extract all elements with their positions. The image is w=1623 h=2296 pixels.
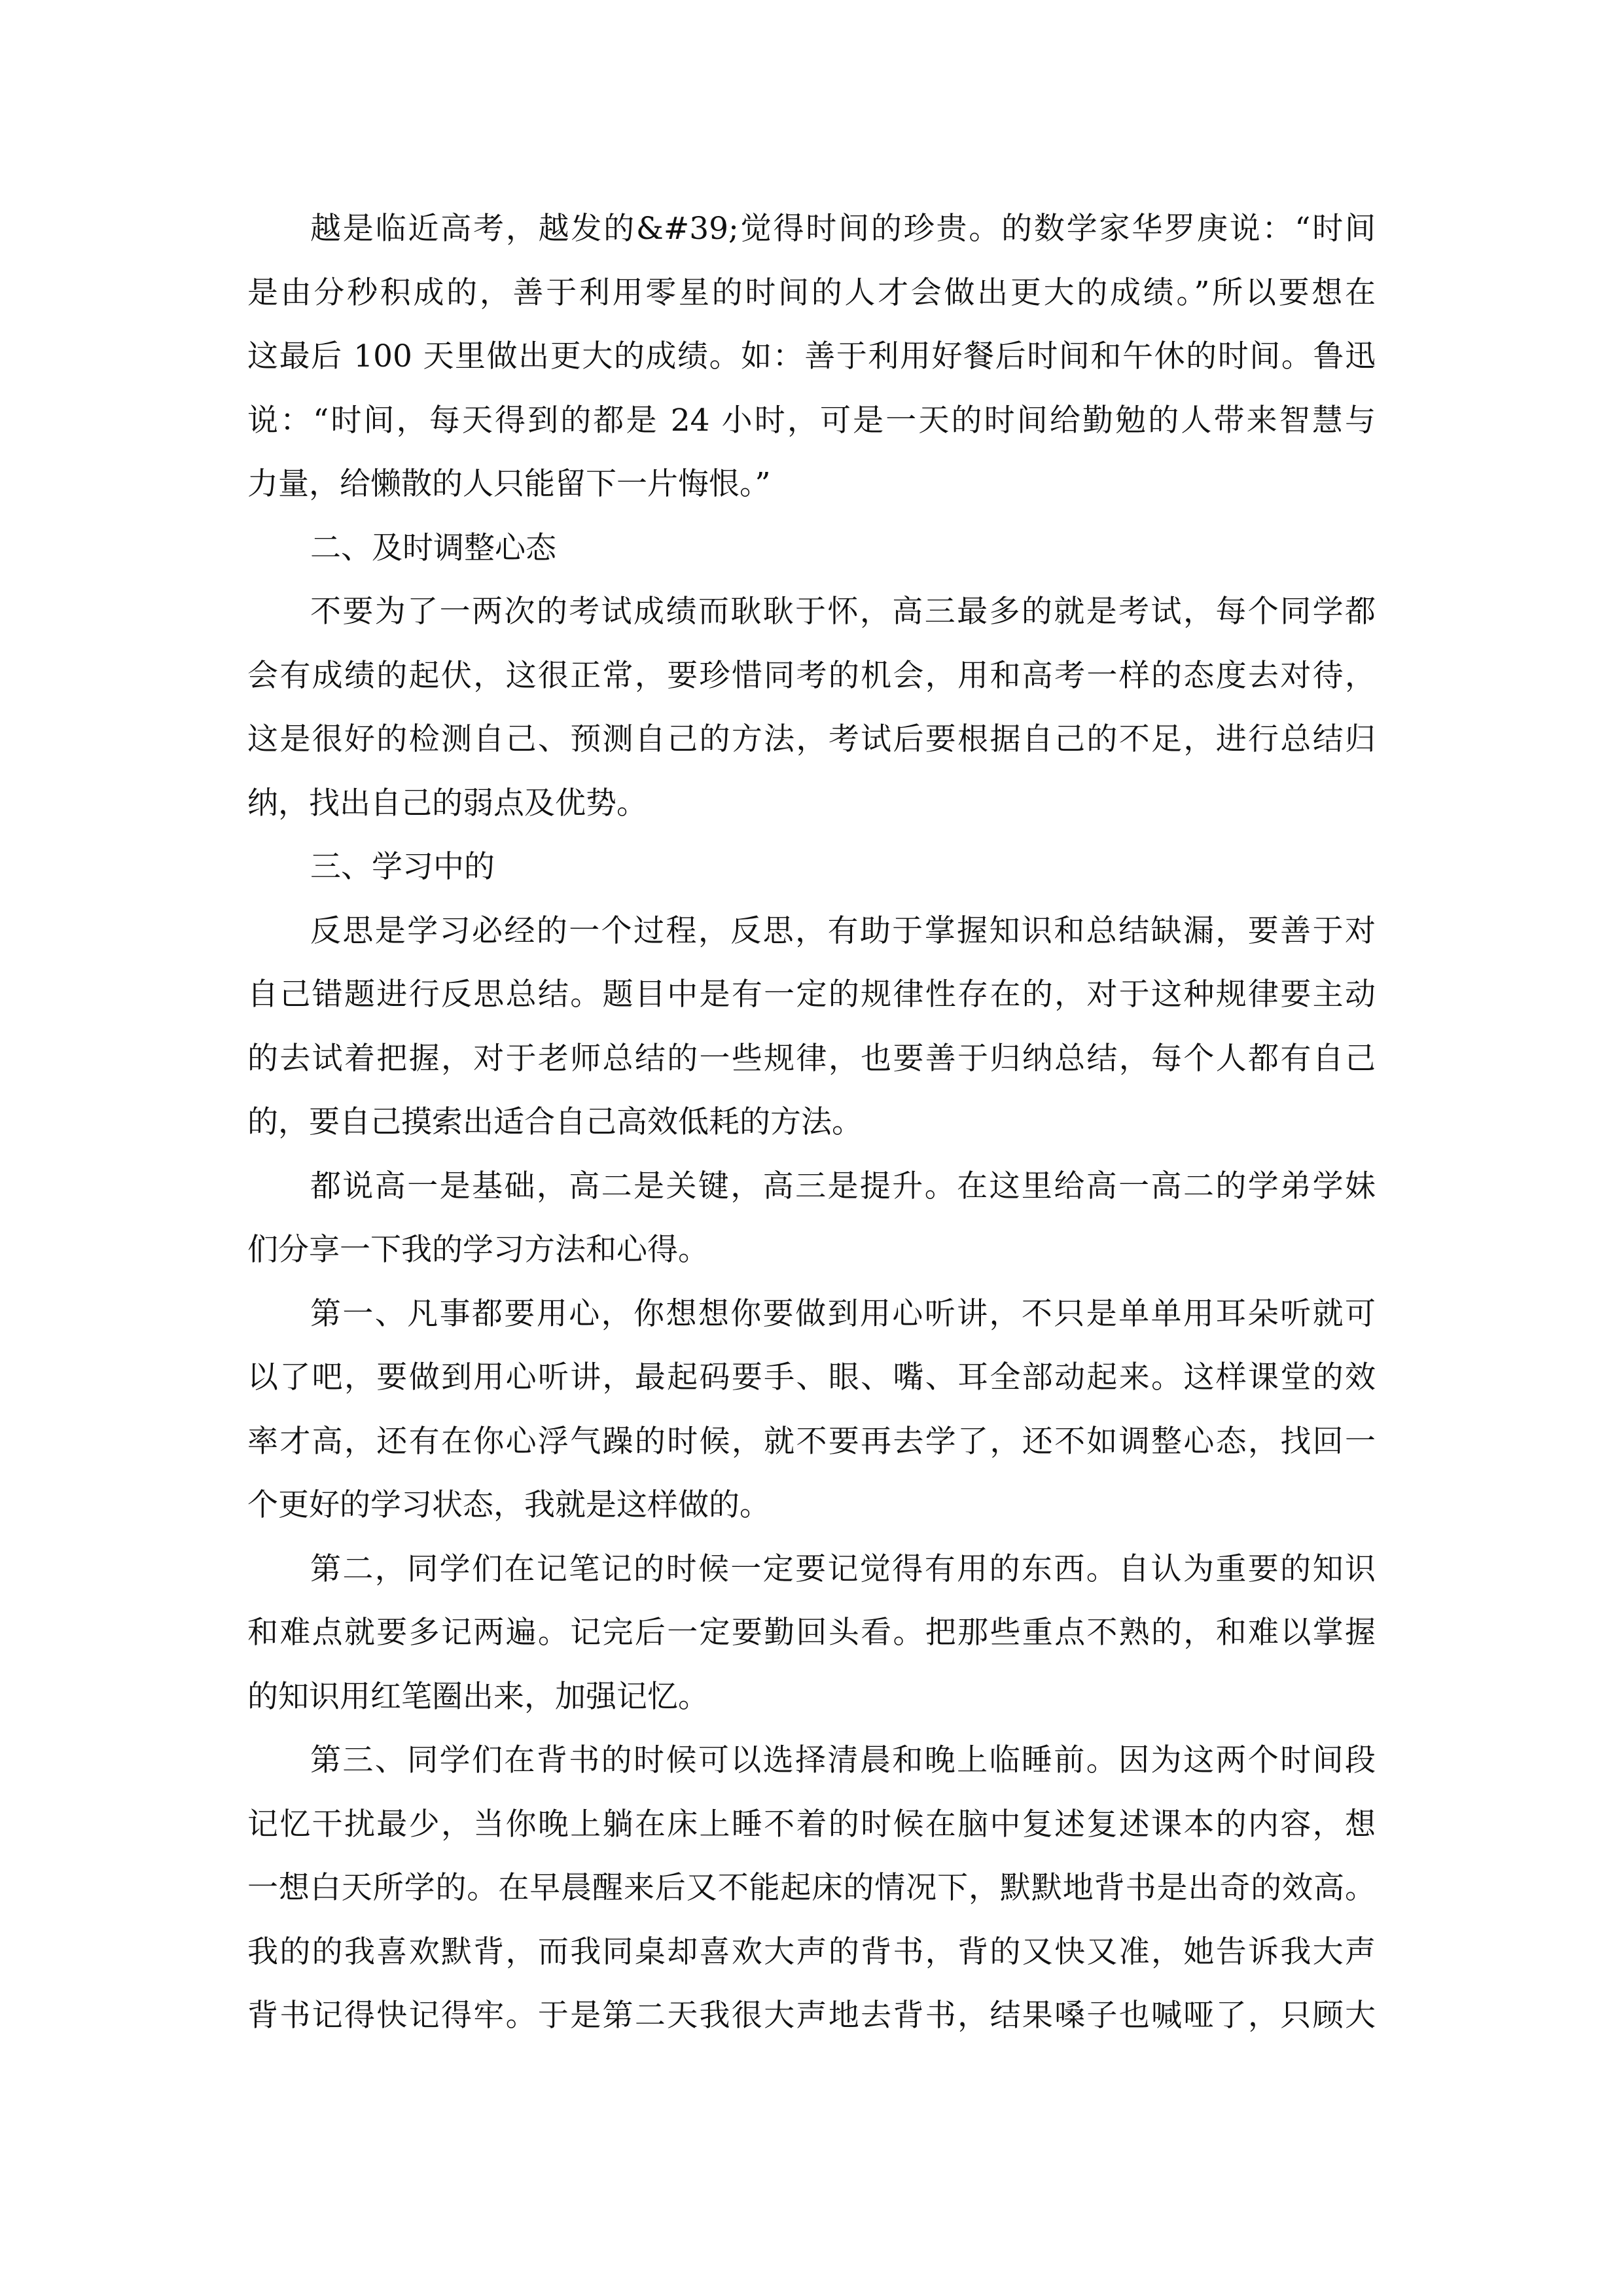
section-heading-learning	[247, 835, 1376, 899]
text-line: 说：“时间，每天得到的都是 24 小时，可是一天的时间给勤勉的人带来智慧与	[247, 402, 1376, 439]
text-line: 反思是学习必经的一个过程，反思，有助于掌握知识和总结缺漏，要善于对	[310, 912, 1376, 949]
heading-text: 三、学习中的	[310, 849, 495, 885]
text-line: 第三、同学们在背书的时候可以选择清晨和晚上临睡前。因为这两个时间段	[310, 1742, 1376, 1778]
text-line: 力量，给懒散的人只能留下一片悔恨。”	[247, 466, 771, 502]
text-line: 纳，找出自己的弱点及优势。	[247, 785, 647, 821]
text-line: 会有成绩的起伏，这很正常，要珍惜同考的机会，用和高考一样的态度去对待，	[247, 657, 1376, 694]
text-line: 是由分秒积成的，善于利用零星的时间的人才会做出更大的成绩。”所以要想在	[247, 274, 1376, 311]
text-line: 率才高，还有在你心浮气躁的时候，就不要再去学了，还不如调整心态，找回一	[247, 1423, 1376, 1460]
text-line: 记忆干扰最少，当你晚上躺在床上睡不着的时候在脑中复述复述课本的内容，想	[247, 1806, 1376, 1842]
paragraph-tip-three	[247, 1729, 1376, 2048]
text-line: 越是临近高考，越发的&#39;觉得时间的珍贵。的数学家华罗庚说：“时间	[310, 211, 1376, 247]
paragraph-reflection	[247, 899, 1376, 1155]
text-line: 不要为了一两次的考试成绩而耿耿于怀，高三最多的就是考试，每个同学都	[310, 594, 1376, 630]
section-heading-adjust-mindset	[247, 516, 1376, 581]
text-line: 以了吧，要做到用心听讲，最起码要手、眼、嘴、耳全部动起来。这样课堂的效	[247, 1359, 1376, 1395]
text-line: 个更好的学习状态，我就是这样做的。	[247, 1487, 770, 1523]
text-line: 第一、凡事都要用心，你想想你要做到用心听讲，不只是单单用耳朵听就可	[310, 1295, 1376, 1332]
text-line: 自己错题进行反思总结。题目中是有一定的规律性存在的，对于这种规律要主动	[247, 977, 1376, 1013]
paragraph-tip-one	[247, 1282, 1376, 1537]
paragraph-share-intro	[247, 1155, 1376, 1282]
paragraph-time-value	[247, 197, 1376, 516]
text-line: 这是很好的检测自己、预测自己的方法，考试后要根据自己的不足，进行总结归	[247, 721, 1376, 757]
text-line: 的知识用红笔圈出来，加强记忆。	[247, 1678, 709, 1715]
text-line: 一想白天所学的。在早晨醒来后又不能起床的情况下，默默地背书是出奇的效高。	[247, 1870, 1376, 1906]
text-line: 背书记得快记得牢。于是第二天我很大声地去背书，结果嗓子也喊哑了，只顾大	[247, 1998, 1376, 2034]
paragraph-exams	[247, 580, 1376, 835]
text-line: 们分享一下我的学习方法和心得。	[247, 1232, 709, 1268]
text-line: 都说高一是基础，高二是关键，高三是提升。在这里给高一高二的学弟学妹	[310, 1168, 1376, 1204]
text-line: 第二，同学们在记笔记的时候一定要记觉得有用的东西。自认为重要的知识	[310, 1551, 1376, 1587]
text-line: 的，要自己摸索出适合自己高效低耗的方法。	[247, 1104, 863, 1140]
text-line: 和难点就要多记两遍。记完后一定要勤回头看。把那些重点不熟的，和难以掌握	[247, 1615, 1376, 1651]
text-line: 我的的我喜欢默背，而我同桌却喜欢大声的背书，背的又快又准，她告诉我大声	[247, 1933, 1376, 1970]
paragraph-tip-two	[247, 1537, 1376, 1729]
text-line: 这最后 100 天里做出更大的成绩。如：善于利用好餐后时间和午休的时间。鲁迅	[247, 338, 1376, 374]
text-line: 的去试着把握，对于老师总结的一些规律，也要善于归纳总结，每个人都有自己	[247, 1040, 1376, 1077]
document-page	[247, 197, 1376, 2048]
heading-text: 二、及时调整心态	[310, 529, 556, 566]
